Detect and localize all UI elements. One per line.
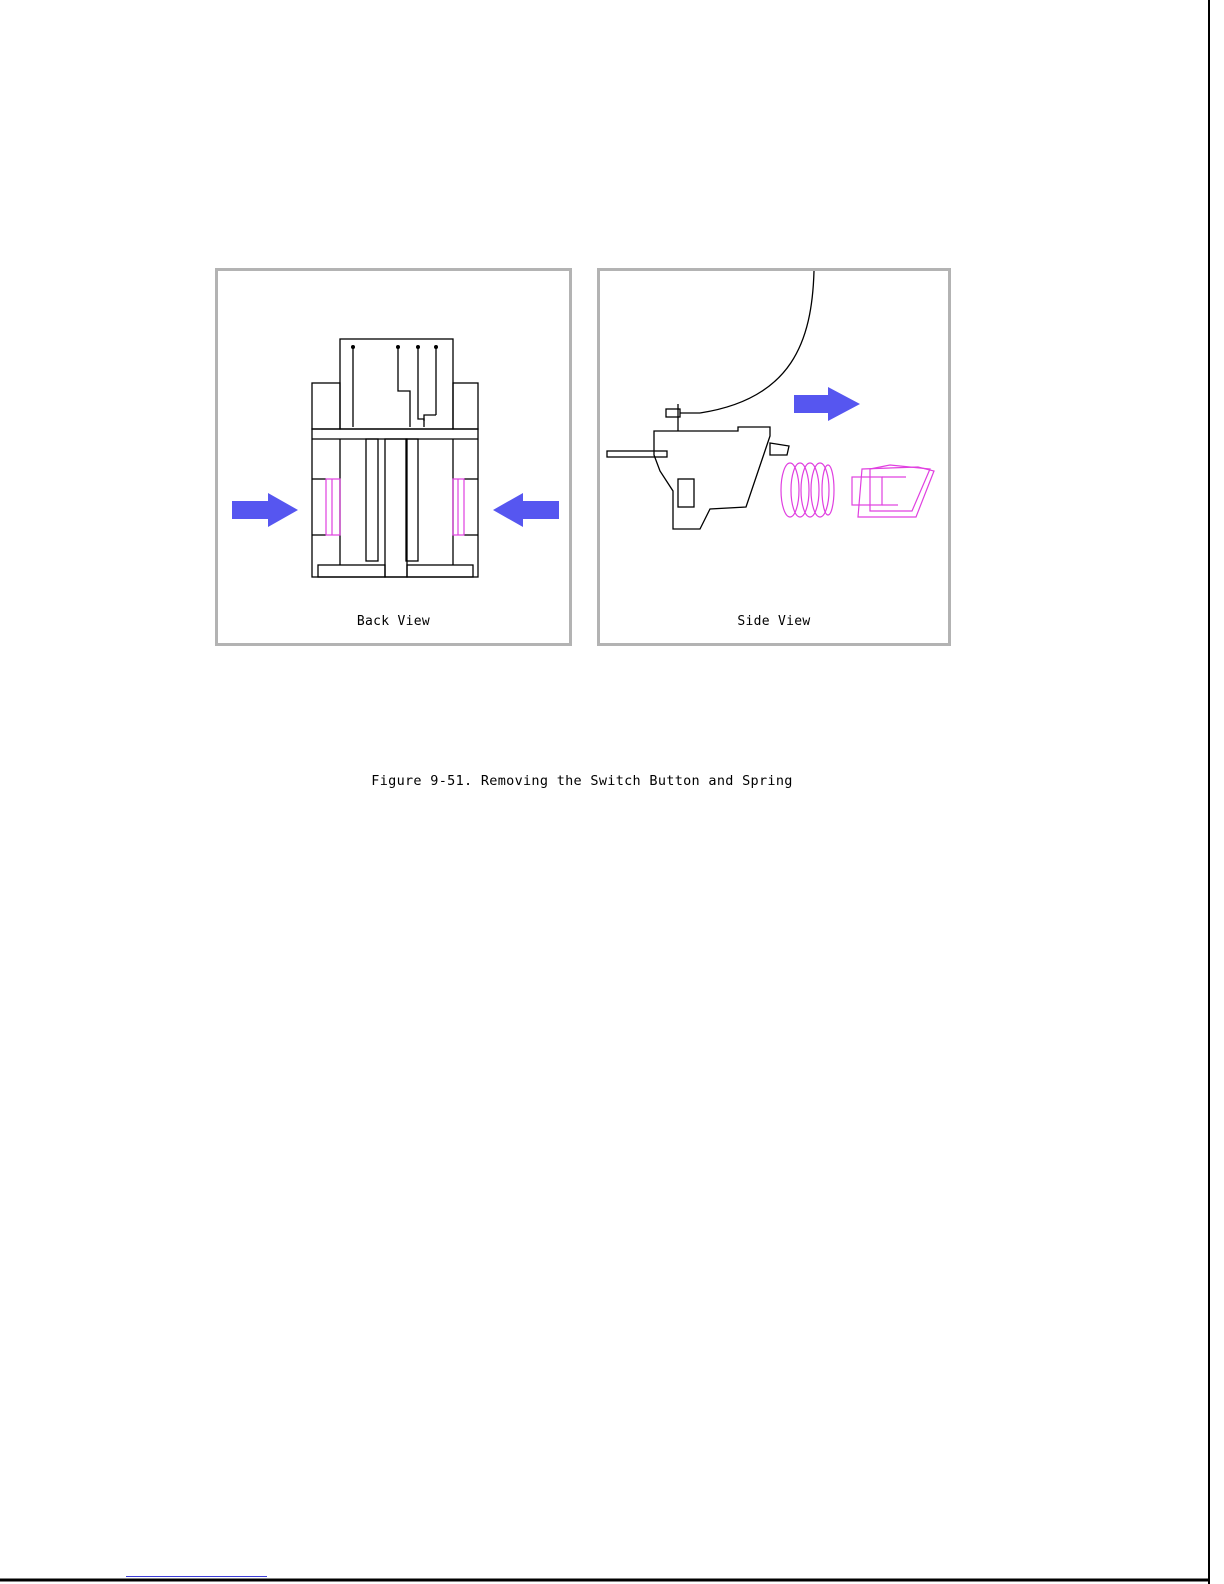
back-view-diagram xyxy=(218,271,569,643)
arrow-right-icon xyxy=(794,387,860,421)
arrow-left-icon xyxy=(493,493,559,527)
spring xyxy=(781,463,834,517)
footer-link-underline[interactable] xyxy=(126,1576,267,1577)
back-view-label: Back View xyxy=(356,614,431,629)
back-view-panel xyxy=(215,268,572,646)
switch-button xyxy=(852,465,934,517)
side-view-diagram xyxy=(600,271,948,643)
arrow-right-icon xyxy=(232,493,298,527)
switch-buttons xyxy=(326,479,464,535)
side-view-label: Side View xyxy=(737,614,811,629)
side-view-panel xyxy=(597,268,951,646)
figure-caption: Figure 9-51. Removing the Switch Button and Spring xyxy=(371,773,793,789)
